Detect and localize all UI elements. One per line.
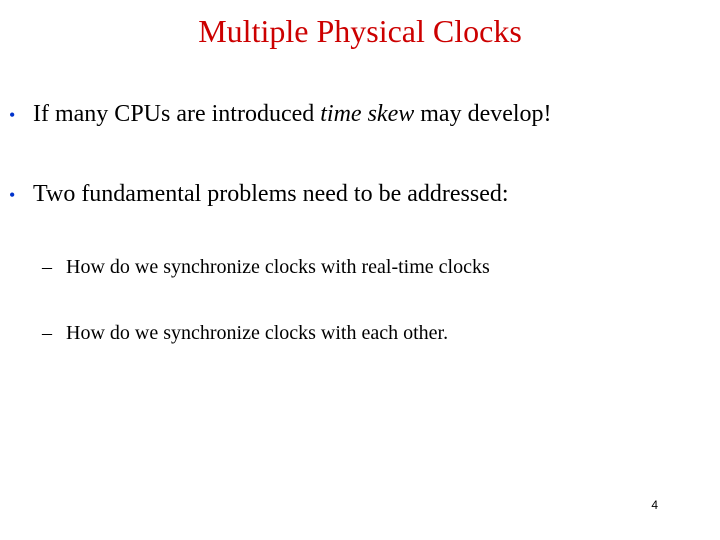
sub-bullet-text: How do we synchronize clocks with real-time clocks [66,256,490,278]
bullet-emphasis: time skew [320,101,415,127]
sub-bullet-marker: – [42,322,52,344]
sub-bullet-item-each-other [42,319,448,347]
bullet-item-problems [9,178,509,211]
sub-bullet-text: How do we synchronize clocks with each other. [66,322,449,344]
bullet-text-after: may develop! [414,101,552,127]
bullet-text [33,98,552,130]
bullet-text: Two fundamental problems need to be addressed: [33,181,509,207]
sub-bullet-item-real-time [42,253,490,281]
bullet-text-before: If many CPUs are introduced [33,101,321,127]
sub-bullet-marker: – [42,256,52,278]
slide-title: Multiple Physical Clocks [198,13,522,49]
page-number: 4 [651,498,658,512]
bullet-marker: • [9,185,16,205]
bullet-marker: • [9,105,16,125]
bullet-item-time-skew [9,98,552,131]
